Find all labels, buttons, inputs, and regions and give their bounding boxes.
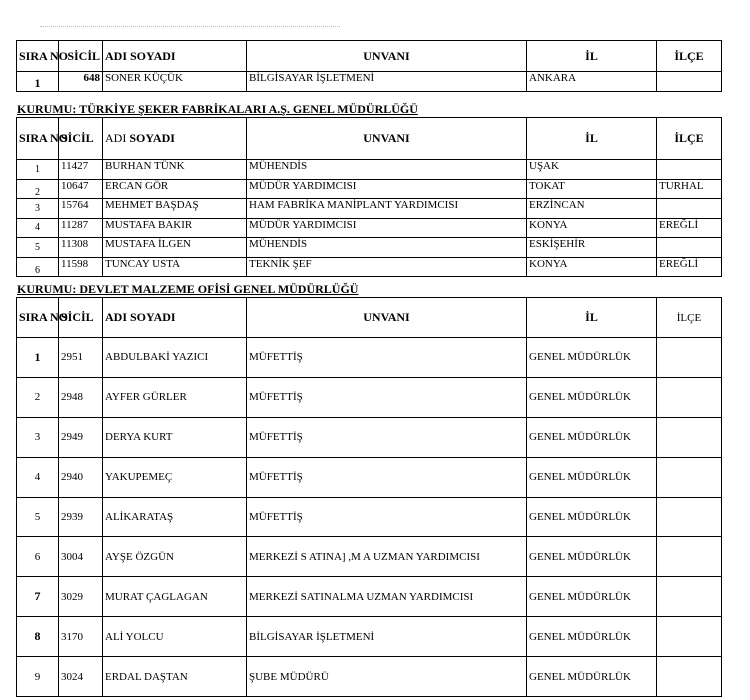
header-il: İL xyxy=(527,118,657,160)
cell-ilce: EREĞLİ xyxy=(657,257,722,277)
cell-sicil: 11598 xyxy=(59,257,103,277)
header-sicil: SİCİL xyxy=(59,298,103,338)
table-section-1 xyxy=(16,40,722,92)
cell-il: TOKAT xyxy=(527,179,657,199)
cell-il: UŞAK xyxy=(527,160,657,180)
cell-title: HAM FABRİKA MANİPLANT YARDIMCISI xyxy=(247,199,527,219)
cell-ilce xyxy=(657,377,722,417)
cell-sira-no: 1 xyxy=(17,338,59,378)
cell-name: BURHAN TÜNK xyxy=(103,160,247,180)
cell-name: DERYA KURT xyxy=(103,417,247,457)
cell-ilce xyxy=(657,617,722,657)
cell-il: GENEL MÜDÜRLÜK xyxy=(527,338,657,378)
header-adi-prefix: ADI xyxy=(105,131,127,145)
cell-sira-no: 1 xyxy=(17,160,59,180)
cell-sira-no: 3 xyxy=(17,417,59,457)
cell-title: BİLGİSAYAR İŞLETMENİ xyxy=(247,617,527,657)
cell-ilce xyxy=(657,338,722,378)
table-row xyxy=(17,338,722,378)
cell-ilce xyxy=(657,160,722,180)
table-row xyxy=(17,218,722,238)
cell-title: MÜHENDİS xyxy=(247,160,527,180)
header-adi-soyadi xyxy=(103,118,247,160)
cell-il: GENEL MÜDÜRLÜK xyxy=(527,497,657,537)
cell-sicil: 15764 xyxy=(59,199,103,219)
cell-il: GENEL MÜDÜRLÜK xyxy=(527,457,657,497)
cell-ilce: TURHAL xyxy=(657,179,722,199)
cell-il: GENEL MÜDÜRLÜK xyxy=(527,537,657,577)
cell-sira-no: 6 xyxy=(17,257,59,277)
header-ilce: İLÇE xyxy=(657,41,722,72)
cell-name: MUSTAFA BAKIR xyxy=(103,218,247,238)
cell-sira-no: 1 xyxy=(17,72,59,92)
cell-sira-no: 2 xyxy=(17,377,59,417)
cell-ilce: EREĞLİ xyxy=(657,218,722,238)
header-sira-no: SIRA NO xyxy=(17,298,59,338)
cell-ilce xyxy=(657,238,722,258)
cell-sira-no: 6 xyxy=(17,537,59,577)
cell-ilce xyxy=(657,537,722,577)
cell-name: MUSTAFA İLGEN xyxy=(103,238,247,258)
cell-title: TEKNİK ŞEF xyxy=(247,257,527,277)
header-il: İL xyxy=(527,41,657,72)
cell-sira-no: 5 xyxy=(17,497,59,537)
header-adi-soyadi: ADI SOYADI xyxy=(103,41,247,72)
header-unvani: UNVANI xyxy=(247,41,527,72)
cell-title: MERKEZİ SATINALMA UZMAN YARDIMCISI xyxy=(247,577,527,617)
cell-ilce xyxy=(657,577,722,617)
cell-sira-no: 7 xyxy=(17,577,59,617)
table-row xyxy=(17,377,722,417)
cell-name: AYFER GÜRLER xyxy=(103,377,247,417)
cell-il: GENEL MÜDÜRLÜK xyxy=(527,657,657,697)
cell-sicil: 2939 xyxy=(59,497,103,537)
table-row xyxy=(17,457,722,497)
cell-sicil: 3004 xyxy=(59,537,103,577)
cell-sicil: 11287 xyxy=(59,218,103,238)
cell-name: MEHMET BAŞDAŞ xyxy=(103,199,247,219)
header-sira-no: SIRA NO xyxy=(17,118,59,160)
cell-sicil: 3029 xyxy=(59,577,103,617)
cell-name: ERDAL DAŞTAN xyxy=(103,657,247,697)
cell-sicil: 11427 xyxy=(59,160,103,180)
cell-sicil: 3024 xyxy=(59,657,103,697)
table-section-3 xyxy=(16,297,722,697)
cell-sicil: 2951 xyxy=(59,338,103,378)
faint-top-marks xyxy=(40,26,340,30)
cell-title: MÜDÜR YARDIMCISI xyxy=(247,179,527,199)
cell-il: GENEL MÜDÜRLÜK xyxy=(527,577,657,617)
header-adi-soyadi: ADI SOYADI xyxy=(103,298,247,338)
table-row xyxy=(17,497,722,537)
cell-ilce xyxy=(657,199,722,219)
header-sicil: SİCİL xyxy=(59,118,103,160)
table-section-2 xyxy=(16,117,722,277)
cell-title: MÜFETTİŞ xyxy=(247,377,527,417)
table-row xyxy=(17,617,722,657)
cell-title: MÜFETTİŞ xyxy=(247,457,527,497)
header-ilce: İLÇE xyxy=(657,298,722,338)
cell-title: MÜDÜR YARDIMCISI xyxy=(247,218,527,238)
header-unvani: UNVANI xyxy=(247,298,527,338)
cell-il: ESKİŞEHİR xyxy=(527,238,657,258)
cell-title: MÜFETTİŞ xyxy=(247,497,527,537)
cell-sicil: 2940 xyxy=(59,457,103,497)
cell-title: MÜFETTİŞ xyxy=(247,338,527,378)
cell-sira-no: 3 xyxy=(17,199,59,219)
cell-ilce xyxy=(657,72,722,92)
cell-il: KONYA xyxy=(527,218,657,238)
cell-sicil: 10647 xyxy=(59,179,103,199)
cell-name: ABDULBAKİ YAZICI xyxy=(103,338,247,378)
cell-sira-no: 8 xyxy=(17,617,59,657)
institution-title-2: KURUMU: TÜRKİYE ŞEKER FABRİKALARI A.Ş. GENEL MÜDÜRLÜĞÜ xyxy=(17,102,418,116)
cell-sicil: 2948 xyxy=(59,377,103,417)
cell-title: BİLGİSAYAR İŞLETMENİ xyxy=(247,72,527,92)
cell-name: ERCAN GÖR xyxy=(103,179,247,199)
cell-ilce xyxy=(657,417,722,457)
institution-title-3: KURUMU: DEVLET MALZEME OFİSİ GENEL MÜDÜRLÜĞÜ xyxy=(17,282,359,296)
cell-sicil: 3170 xyxy=(59,617,103,657)
table-row xyxy=(17,160,722,180)
table-row xyxy=(17,257,722,277)
table-row xyxy=(17,199,722,219)
cell-sira-no: 9 xyxy=(17,657,59,697)
cell-sira-no: 2 xyxy=(17,179,59,199)
cell-title: MERKEZİ S ATINA] ,M A UZMAN YARDIMCISI xyxy=(247,537,527,577)
cell-name: ALİ YOLCU xyxy=(103,617,247,657)
cell-sira-no: 5 xyxy=(17,238,59,258)
cell-il: KONYA xyxy=(527,257,657,277)
cell-sira-no: 4 xyxy=(17,218,59,238)
cell-name: AYŞE ÖZGÜN xyxy=(103,537,247,577)
header-unvani: UNVANI xyxy=(247,118,527,160)
cell-il: ERZİNCAN xyxy=(527,199,657,219)
header-sicil: SİCİL xyxy=(59,41,103,72)
header-sira-no: SIRA NO xyxy=(17,41,59,72)
cell-name: TUNCAY USTA xyxy=(103,257,247,277)
table-row xyxy=(17,657,722,697)
header-soyadi-suffix: SOYADI xyxy=(129,131,175,145)
cell-name: YAKUPEMEÇ xyxy=(103,457,247,497)
cell-name: ALİKARATAŞ xyxy=(103,497,247,537)
table-row xyxy=(17,179,722,199)
cell-il: GENEL MÜDÜRLÜK xyxy=(527,417,657,457)
cell-ilce xyxy=(657,657,722,697)
table-row xyxy=(17,72,722,92)
cell-sira-no: 4 xyxy=(17,457,59,497)
table-row xyxy=(17,537,722,577)
header-il: İL xyxy=(527,298,657,338)
cell-il: GENEL MÜDÜRLÜK xyxy=(527,617,657,657)
cell-title: ŞUBE MÜDÜRÜ xyxy=(247,657,527,697)
cell-name: SONER KÜÇÜK xyxy=(103,72,247,92)
cell-ilce xyxy=(657,457,722,497)
table-row xyxy=(17,417,722,457)
cell-il: ANKARA xyxy=(527,72,657,92)
cell-name: MURAT ÇAGLAGAN xyxy=(103,577,247,617)
cell-il: GENEL MÜDÜRLÜK xyxy=(527,377,657,417)
cell-ilce xyxy=(657,497,722,537)
cell-sicil: 2949 xyxy=(59,417,103,457)
header-ilce: İLÇE xyxy=(657,118,722,160)
cell-sicil: 11308 xyxy=(59,238,103,258)
table-row xyxy=(17,238,722,258)
cell-title: MÜHENDİS xyxy=(247,238,527,258)
cell-title: MÜFETTİŞ xyxy=(247,417,527,457)
table-row xyxy=(17,577,722,617)
cell-sicil: 648 xyxy=(59,72,103,92)
